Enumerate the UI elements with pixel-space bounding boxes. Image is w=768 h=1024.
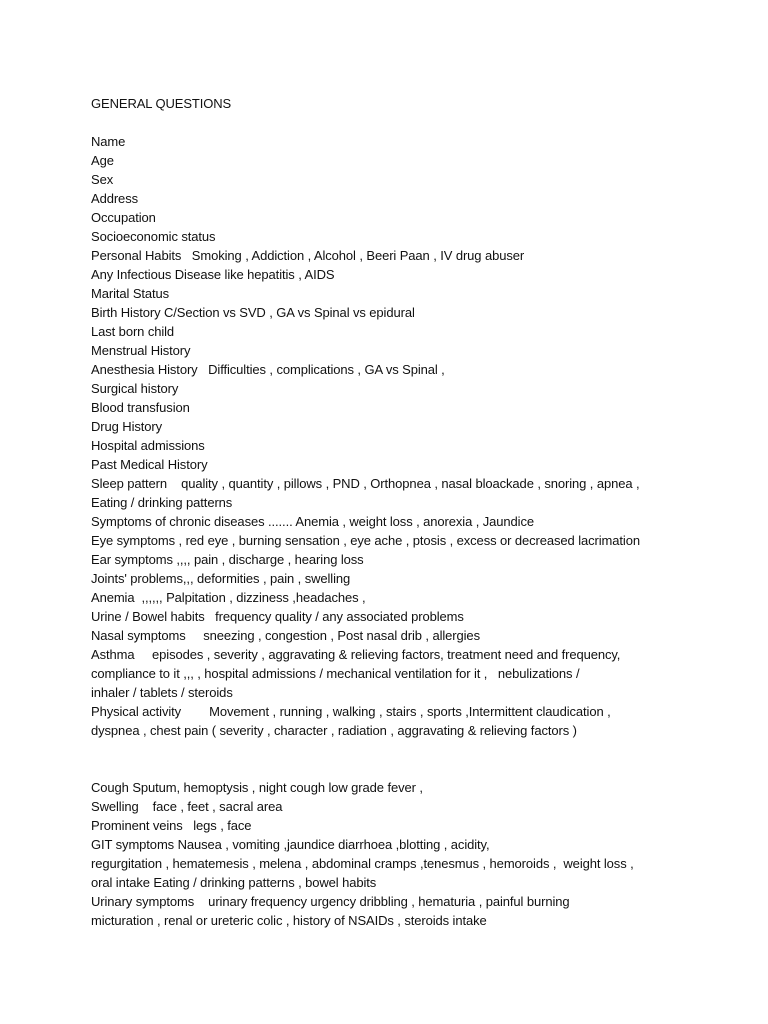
- question-line: Birth History C/Section vs SVD , GA vs Spinal vs epidural: [91, 305, 415, 320]
- question-line: Eating / drinking patterns: [91, 495, 233, 510]
- question-line: Marital Status: [91, 286, 170, 301]
- question-line: Physical activity Movement , running , walking , stairs , sports ,Intermittent claudication ,: [91, 704, 611, 719]
- question-line: Prominent veins legs , face: [91, 818, 252, 833]
- question-line: Cough Sputum, hemoptysis , night cough low grade fever ,: [91, 780, 423, 795]
- question-line: Personal Habits Smoking , Addiction , Alcohol , Beeri Paan , IV drug abuser: [91, 248, 525, 263]
- document-page: [91, 94, 751, 930]
- question-line: regurgitation , hematemesis , melena , abdominal cramps ,tenesmus , hemoroids , weight loss ,: [91, 856, 634, 871]
- question-line: Name: [91, 134, 126, 149]
- question-block-1: [91, 132, 751, 740]
- question-line: Blood transfusion: [91, 400, 190, 415]
- document-title: GENERAL QUESTIONS: [91, 96, 232, 111]
- question-line: Urinary symptoms urinary frequency urgency dribbling , hematuria , painful burning: [91, 894, 570, 909]
- question-line: compliance to it ,,, , hospital admissions / mechanical ventilation for it , nebulizations /: [91, 666, 580, 681]
- question-line: Last born child: [91, 324, 175, 339]
- question-line: GIT symptoms Nausea , vomiting ,jaundice diarrhoea ,blotting , acidity,: [91, 837, 490, 852]
- question-line: Ear symptoms ,,,, pain , discharge , hearing loss: [91, 552, 364, 567]
- question-line: Age: [91, 153, 114, 168]
- question-line: Any Infectious Disease like hepatitis , AIDS: [91, 267, 335, 282]
- question-line: Address: [91, 191, 138, 206]
- question-line: Anesthesia History Difficulties , complications , GA vs Spinal ,: [91, 362, 445, 377]
- question-line: Surgical history: [91, 381, 179, 396]
- question-line: Anemia ,,,,,, Palpitation , dizziness ,headaches ,: [91, 590, 366, 605]
- question-line: Hospital admissions: [91, 438, 205, 453]
- question-line: Swelling face , feet , sacral area: [91, 799, 283, 814]
- question-line: Nasal symptoms sneezing , congestion , Post nasal drib , allergies: [91, 628, 480, 643]
- question-line: Occupation: [91, 210, 156, 225]
- spacer: [91, 740, 751, 778]
- question-line: micturation , renal or ureteric colic , history of NSAIDs , steroids intake: [91, 913, 487, 928]
- question-line: Menstrual History: [91, 343, 191, 358]
- question-line: Drug History: [91, 419, 163, 434]
- question-line: Urine / Bowel habits frequency quality / any associated problems: [91, 609, 464, 624]
- question-line: Symptoms of chronic diseases ....... Anemia , weight loss , anorexia , Jaundice: [91, 514, 534, 529]
- question-line: inhaler / tablets / steroids: [91, 685, 233, 700]
- question-line: Sex: [91, 172, 114, 187]
- spacer: [91, 113, 751, 132]
- question-line: Joints' problems,,, deformities , pain , swelling: [91, 571, 351, 586]
- question-line: oral intake Eating / drinking patterns , bowel habits: [91, 875, 377, 890]
- question-line: Sleep pattern quality , quantity , pillows , PND , Orthopnea , nasal bloackade , snoring , apnea ,: [91, 476, 640, 491]
- question-line: dyspnea , chest pain ( severity , character , radiation , aggravating & relieving factors ): [91, 723, 577, 738]
- question-line: Asthma episodes , severity , aggravating & relieving factors, treatment need and frequency,: [91, 647, 621, 662]
- question-line: Past Medical History: [91, 457, 208, 472]
- question-line: Socioeconomic status: [91, 229, 216, 244]
- question-line: Eye symptoms , red eye , burning sensation , eye ache , ptosis , excess or decreased lacrimation: [91, 533, 640, 548]
- question-block-2: [91, 778, 751, 930]
